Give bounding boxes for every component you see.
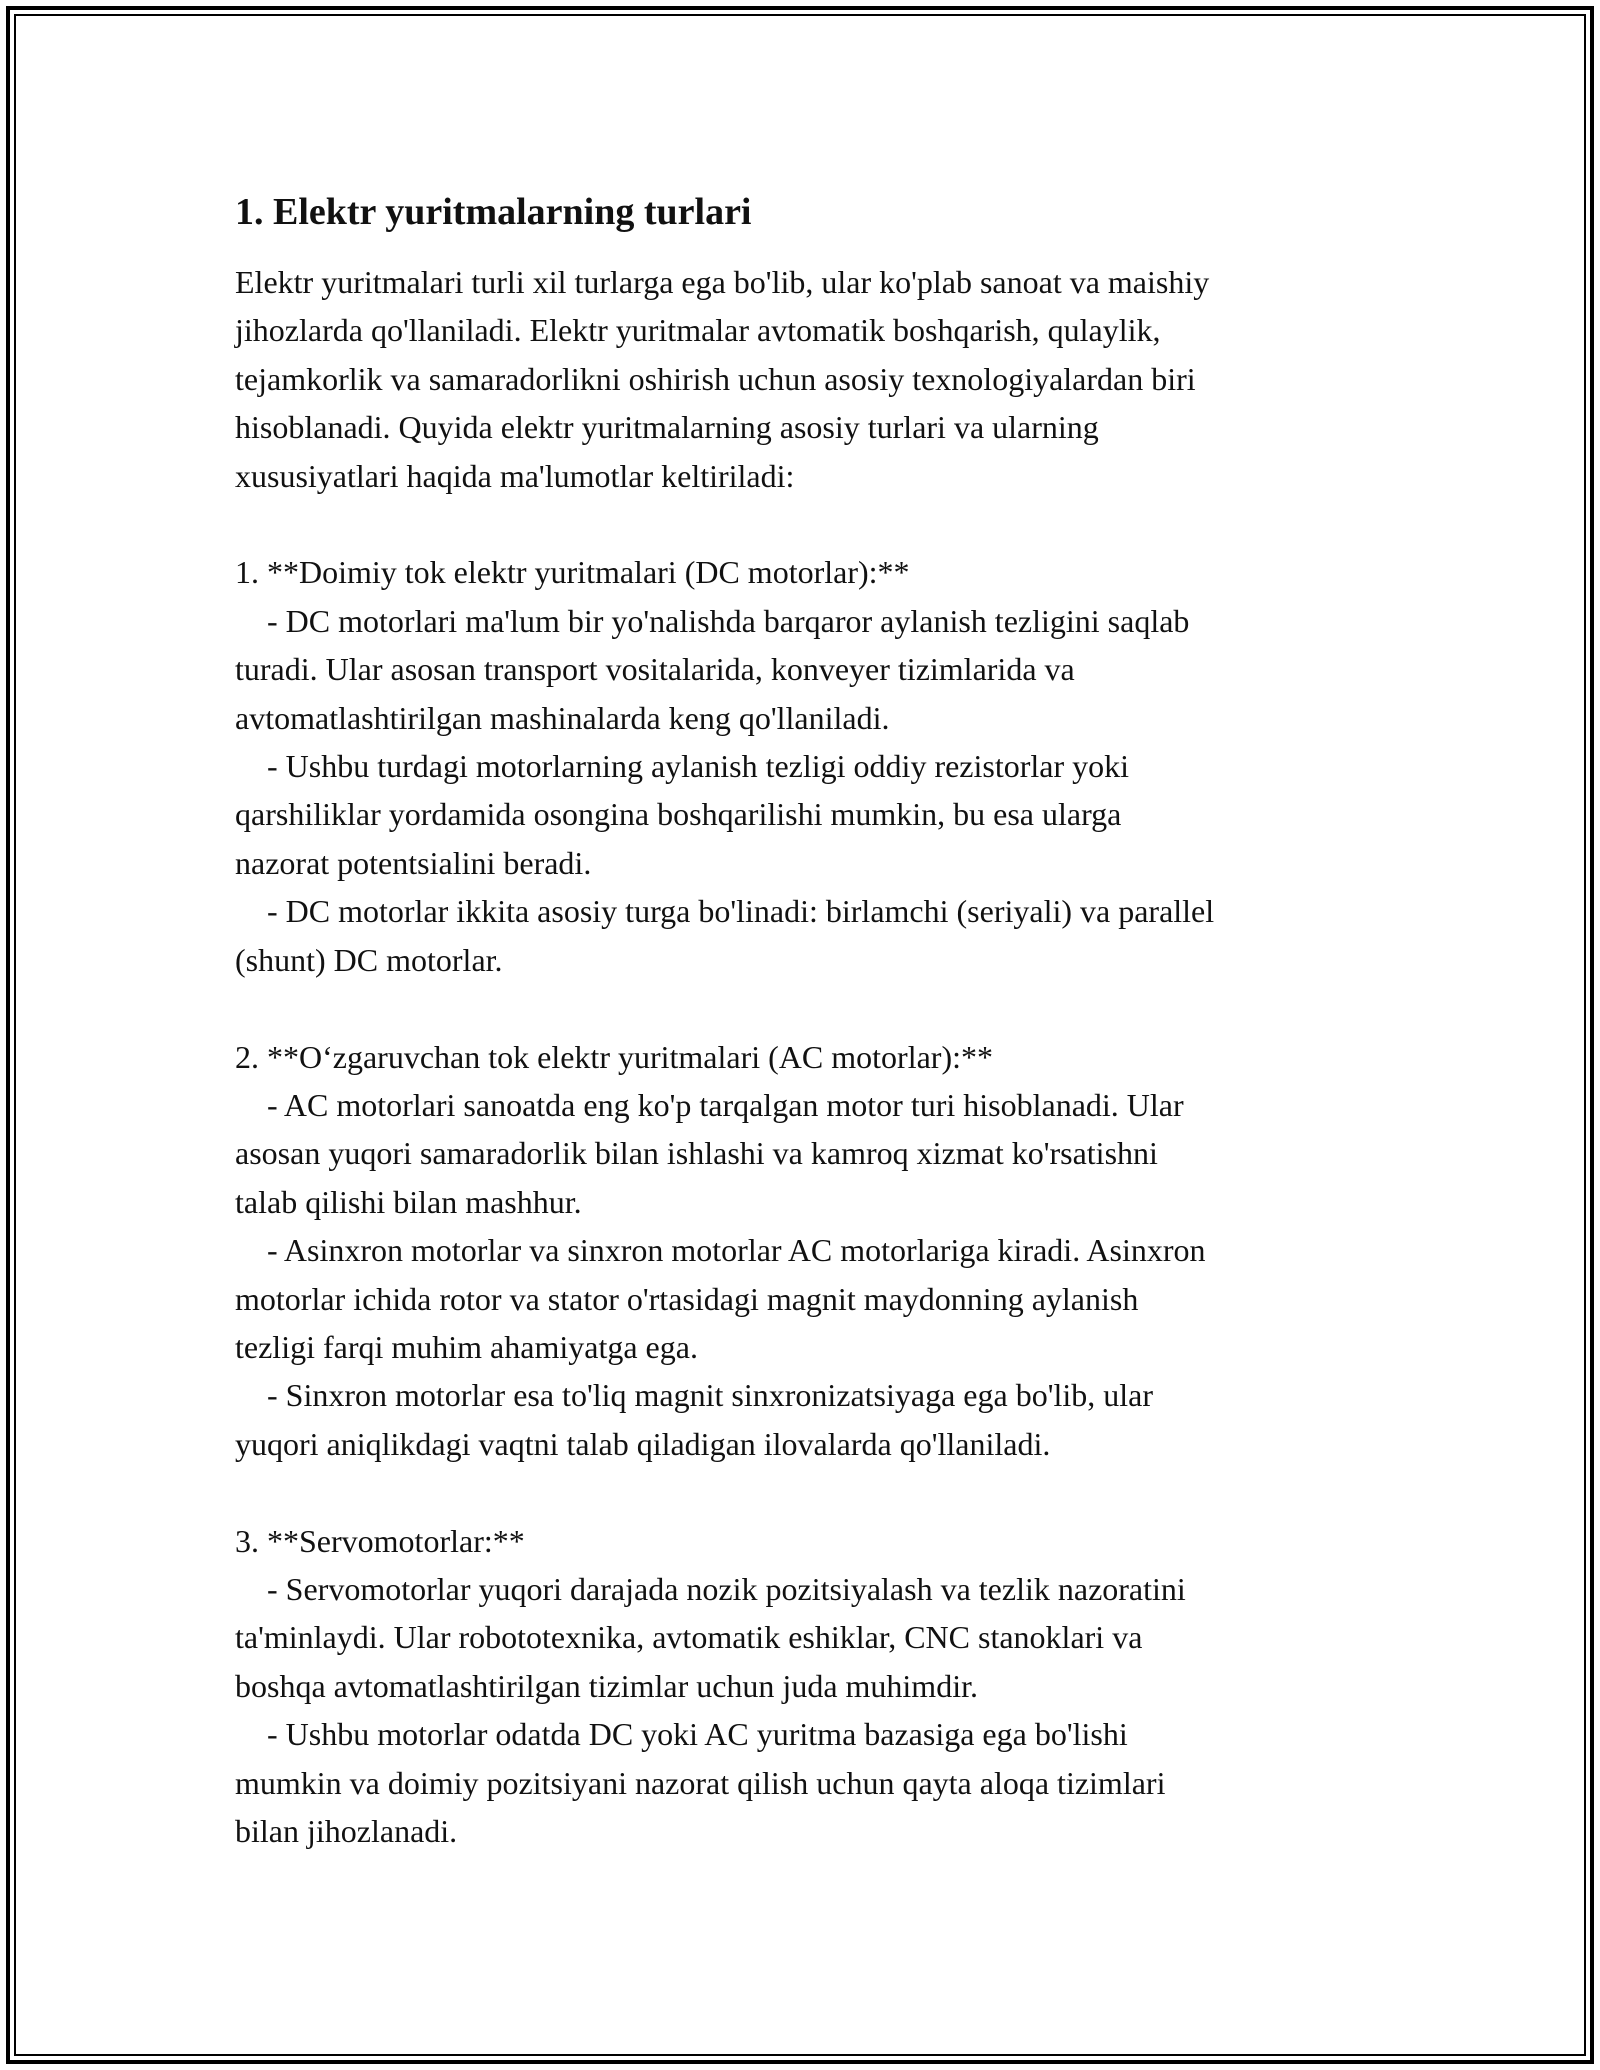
document-content [235,188,1375,1855]
document-title: 1. Elektr yuritmalarning turlari [235,191,752,233]
document-body: Elektr yuritmalari turli xil turlarga ega bo'lib, ular ko'plab sanoat va maishiy jihozlarda qo'llaniladi. Elektr yuritmalar avtomatik boshqarish, qulaylik, tejamkorlik va samaradorlikni oshirish uchun asosiy texnologiyalardan biri hisoblanadi. Quyida elektr yuritmalarning asosiy turlari va ularning xususiyatlari haqida ma'lumotlar keltiriladi: 1. **Doimiy tok elektr yuritmalari (DC motorlar):** - DC motorlari ma'lum bir yo'nalishda barqaror aylanish tezligini saqlab turadi. Ular asosan transport vositalarida, konveyer tizimlarida va avtomatlashtirilgan mashinalarda keng qo'llaniladi. - Ushbu turdagi motorlarning aylanish tezligi oddiy rezistorlar yoki qarshiliklar yordamida osongina boshqarilishi mumkin, bu esa ularga nazorat potentsialini beradi. - DC motorlar ikkita asosiy turga bo'linadi: birlamchi (seriyali) va parallel (shunt) DC motorlar. 2. **O‘zgaruvchan tok elektr yuritmalari (AC motorlar):** - AC motorlari sanoatda eng ko'p tarqalgan motor turi hisoblanadi. Ular asosan yuqori samaradorlik bilan ishlashi va kamroq xizmat ko'rsatishni talab qilishi bilan mashhur. - Asinxron motorlar va sinxron motorlar AC motorlariga kiradi. Asinxron motorlar ichida rotor va stator o'rtasidagi magnit maydonning aylanish tezligi farqi muhim ahamiyatga ega. - Sinxron motorlar esa to'liq magnit sinxronizatsiyaga ega bo'lib, ular yuqori aniqlikdagi vaqtni talab qiladigan ilovalarda qo'llaniladi. 3. **Servomotorlar:** - Servomotorlar yuqori darajada nozik pozitsiyalash va tezlik nazoratini ta'minlaydi. Ular robototexnika, avtomatik eshiklar, CNC stanoklari va boshqa avtomatlashtirilgan tizimlar uchun juda muhimdir. - Ushbu motorlar odatda DC yoki AC yuritma bazasiga ega bo'lishi mumkin va doimiy pozitsiyani nazorat qilish uchun qayta aloqa tizimlari bilan jihozlanadi. [235,264,1215,1849]
